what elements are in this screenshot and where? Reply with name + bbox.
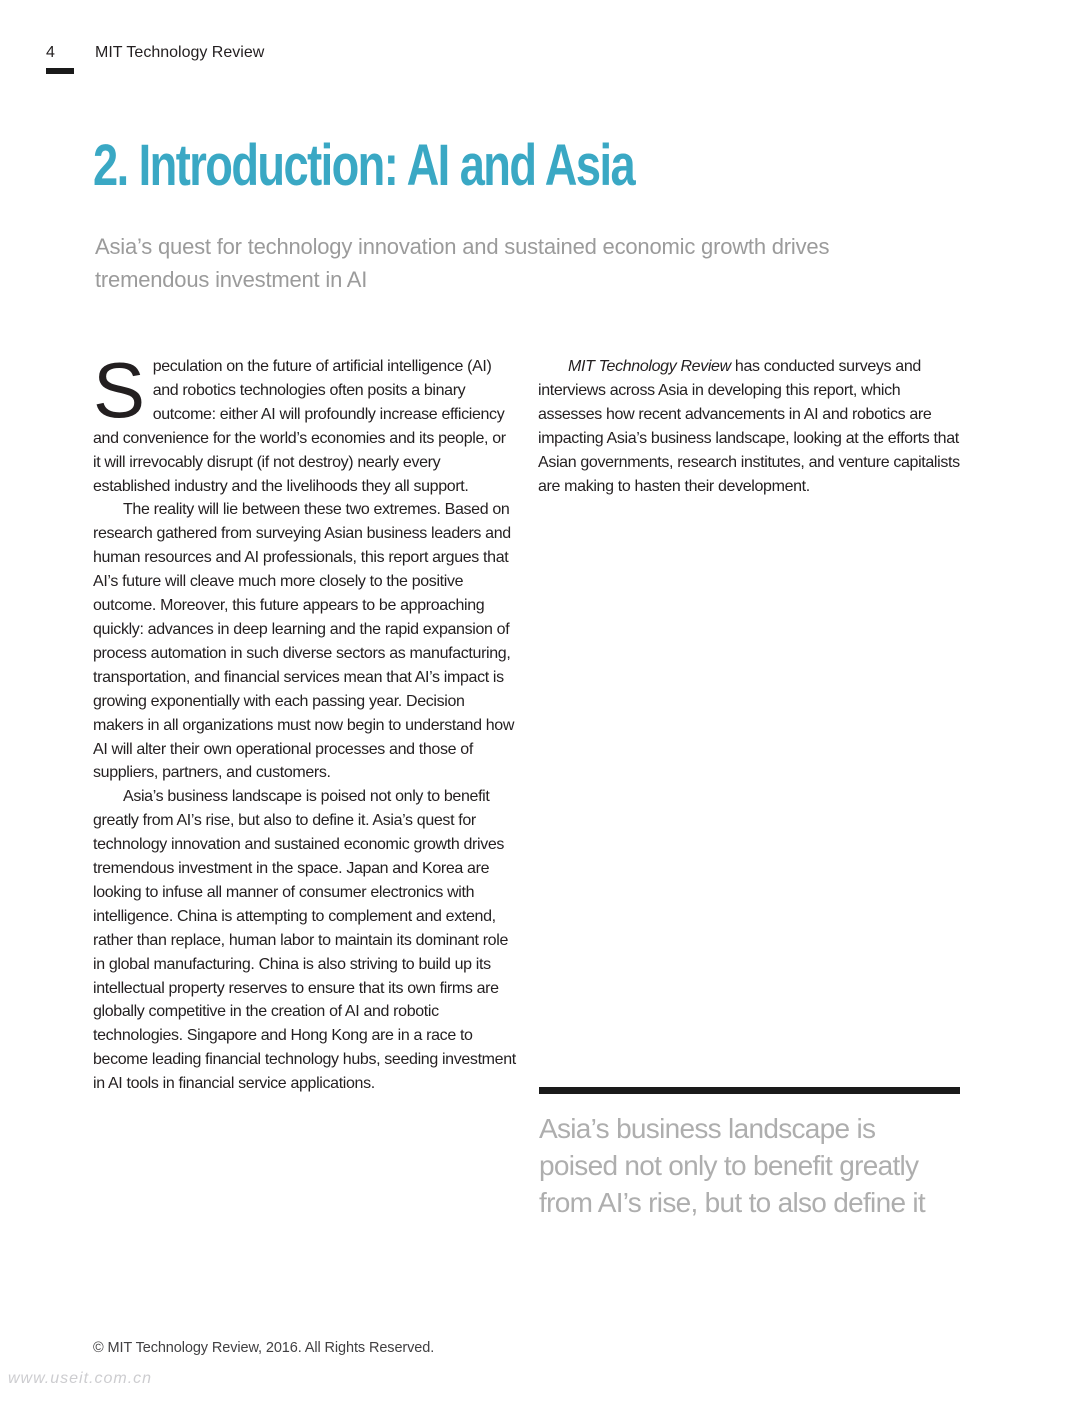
paragraph-text: peculation on the future of artificial intelligence (AI) and robotics technologies often posits a binary outcome: either AI will profoundly increase efficiency and convenience for the world’s economies and its people, or it will irrevocably disrupt (if not destroy) nearly every established industry and the livelihoods they all support. (93, 358, 506, 495)
pull-quote: Asia’s business landscape is poised not only to benefit greatly from AI’s rise, but to also define it (539, 1113, 926, 1218)
article-title: 2. Introduction: AI and Asia (93, 133, 635, 198)
page-number: 4 (46, 44, 55, 61)
column-right (538, 355, 961, 1096)
paragraph-text: has conducted surveys and interviews across Asia in developing this report, which assesses how recent advancements in AI and robotics are impacting Asia’s business landscape, looking at the efforts that Asian governments, research institutes, and venture capitalists are making to hasten their development. (538, 358, 960, 495)
article-subtitle: Asia’s quest for technology innovation and sustained economic growth drives tremendous investment in AI (95, 234, 830, 292)
article-body (93, 346, 961, 1096)
page-header (46, 44, 264, 62)
watermark: www.useit.com.cn (8, 1370, 153, 1387)
paragraph (93, 346, 516, 498)
paragraph (538, 355, 961, 498)
publication-name: MIT Technology Review (568, 358, 731, 375)
pull-quote-block (539, 1087, 960, 1221)
copyright-notice: © MIT Technology Review, 2016. All Rights Reserved. (93, 1340, 435, 1356)
page-number-rule (46, 68, 74, 74)
column-left (93, 346, 516, 1096)
brand-name: MIT Technology Review (95, 44, 265, 61)
drop-cap: S (93, 346, 145, 434)
pull-quote-rule (539, 1087, 960, 1094)
paragraph: The reality will lie between these two extremes. Based on research gathered from surveying Asian business leaders and human resources and AI professionals, this report argues that AI’s future will cleave much more closely to the positive outcome. Moreover, this future appears to be approaching quickly: advances in deep learning and the rapid expansion of process automation in such diverse sectors as manufacturing, transportation, and financial services mean that AI’s impact is growing exponentially with each passing year. Decision makers in all organizations must now begin to understand how AI will alter their own operational processes and those of suppliers, partners, and customers. (93, 501, 515, 782)
paragraph: Asia’s business landscape is poised not only to benefit greatly from AI’s rise, but also to define it. Asia’s quest for technology innovation and sustained economic growth drives tremendous investment in the space. Japan and Korea are looking to infuse all manner of consumer electronics with intelligence. China is attempting to complement and extend, rather than replace, human labor to maintain its dominant role in global manufacturing. China is also striving to build up its intellectual property reserves to ensure that its own firms are globally competitive in the creation of AI and robotic technologies. Singapore and Hong Kong are in a race to become leading financial technology hubs, seeding investment in AI tools in financial service applications. (93, 788, 516, 1093)
